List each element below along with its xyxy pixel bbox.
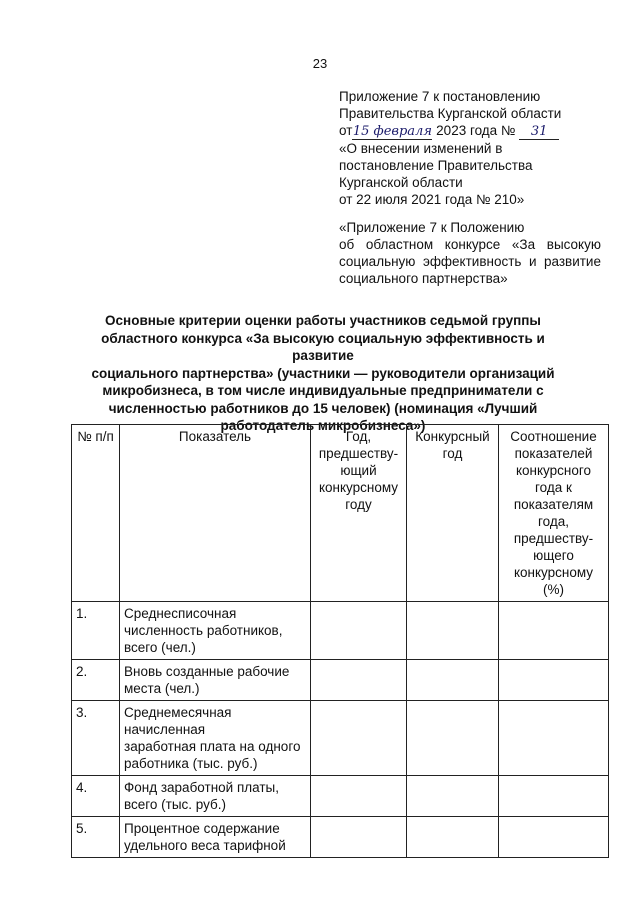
header-indicator: Показатель	[120, 425, 311, 602]
title-line: Основные критерии оценки работы участников седьмой группы	[105, 313, 541, 328]
indicator-line: заработная плата на одного	[124, 739, 301, 754]
header-line: конкурсному	[513, 565, 594, 580]
appendix-sub-line: об областном конкурсе «За высокую	[339, 237, 601, 252]
indicator-line: всего (чел.)	[124, 640, 196, 655]
appendix-header-line: «О внесении изменений в	[339, 141, 503, 156]
row-number: 3.	[72, 701, 120, 776]
table-row	[72, 776, 609, 817]
row-number: 4.	[72, 776, 120, 817]
appendix-header-line: от 22 июля 2021 года № 210»	[339, 192, 525, 207]
header-prev-year	[311, 425, 407, 602]
header-line: год	[442, 446, 463, 461]
header-line: конкурсного	[515, 463, 592, 478]
row-indicator	[120, 701, 311, 776]
table-row	[72, 602, 609, 660]
page-number: 23	[312, 56, 328, 71]
header-line: конкурсному	[318, 480, 399, 495]
handwritten-number: 31	[519, 124, 559, 140]
cell-ratio	[499, 776, 609, 817]
cell-ratio	[499, 660, 609, 701]
indicator-line: начисленная	[124, 722, 206, 737]
cell-ratio	[499, 602, 609, 660]
indicator-line: места (чел.)	[124, 681, 200, 696]
indicator-line: работника (тыс. руб.)	[124, 756, 258, 771]
cell-prev-year	[311, 701, 407, 776]
cell-contest-year	[407, 660, 499, 701]
row-number: 1.	[72, 602, 120, 660]
table-row	[72, 701, 609, 776]
appendix-date-line	[339, 122, 609, 140]
cell-contest-year	[407, 817, 499, 858]
cell-prev-year	[311, 776, 407, 817]
title-line: работодатель микробизнеса»)	[220, 418, 426, 433]
handwritten-date: 15 февраля	[352, 124, 432, 139]
appendix-header-line: постановление Правительства	[339, 158, 533, 173]
table-row	[72, 817, 609, 858]
year-text: 2023 года №	[436, 123, 516, 138]
header-line: (%)	[543, 582, 564, 597]
criteria-table	[71, 424, 609, 858]
document-title	[76, 312, 570, 435]
header-line: Год,	[345, 429, 372, 444]
date-prefix: от	[339, 123, 353, 138]
row-indicator	[120, 602, 311, 660]
header-contest-year	[407, 425, 499, 602]
appendix-sub-line: «Приложение 7 к Положению	[339, 220, 525, 235]
indicator-line: численность работников,	[124, 623, 283, 638]
header-line: показателям	[513, 497, 594, 512]
indicator-line: Вновь созданные рабочие	[124, 664, 290, 679]
cell-contest-year	[407, 602, 499, 660]
appendix-sub	[339, 219, 601, 287]
table-header-row	[72, 425, 609, 602]
header-line: Соотношение	[510, 429, 597, 444]
appendix-sub-line: социального партнерства»	[339, 271, 508, 286]
indicator-line: Фонд заработной платы,	[124, 780, 279, 795]
header-line: ющий	[340, 463, 377, 478]
cell-prev-year	[311, 602, 407, 660]
header-line: году	[345, 497, 372, 512]
header-line: ющего	[533, 548, 574, 563]
cell-contest-year	[407, 701, 499, 776]
header-ratio	[499, 425, 609, 602]
appendix-header	[339, 88, 609, 208]
title-line: численностью работников до 15 человек) (номинация «Лучший	[108, 400, 538, 416]
title-line: микробизнеса, в том числе индивидуальные предприниматели с	[102, 383, 544, 398]
cell-ratio	[499, 817, 609, 858]
indicator-line: всего (тыс. руб.)	[124, 797, 227, 812]
row-indicator	[120, 660, 311, 701]
row-indicator	[120, 817, 311, 858]
appendix-header-line: Приложение 7 к постановлению	[339, 89, 541, 104]
appendix-sub-line: социальную эффективность и развитие	[339, 254, 601, 269]
cell-prev-year	[311, 660, 407, 701]
header-line: показателей	[514, 446, 593, 461]
appendix-header-line: Курганской области	[339, 175, 463, 190]
row-number: 5.	[72, 817, 120, 858]
header-line: года,	[538, 514, 569, 529]
cell-contest-year	[407, 776, 499, 817]
header-line: года к	[535, 480, 572, 495]
cell-prev-year	[311, 817, 407, 858]
indicator-line: удельного веса тарифной	[124, 838, 286, 853]
header-line: предшеству-	[318, 446, 399, 461]
indicator-line: Среднемесячная	[124, 705, 232, 720]
indicator-line: Процентное содержание	[124, 821, 280, 836]
cell-ratio	[499, 701, 609, 776]
header-line: Конкурсный	[415, 429, 490, 444]
row-indicator	[120, 776, 311, 817]
title-line: областного конкурса «За высокую социальную эффективность и развитие	[101, 330, 545, 363]
title-line: социального партнерства» (участники — руководители организаций	[91, 365, 555, 381]
appendix-header-line: Правительства Курганской области	[339, 106, 562, 121]
header-line: предшеству-	[513, 531, 594, 546]
header-num: № п/п	[72, 425, 120, 602]
indicator-line: Среднесписочная	[124, 606, 237, 621]
table-row	[72, 660, 609, 701]
row-number: 2.	[72, 660, 120, 701]
